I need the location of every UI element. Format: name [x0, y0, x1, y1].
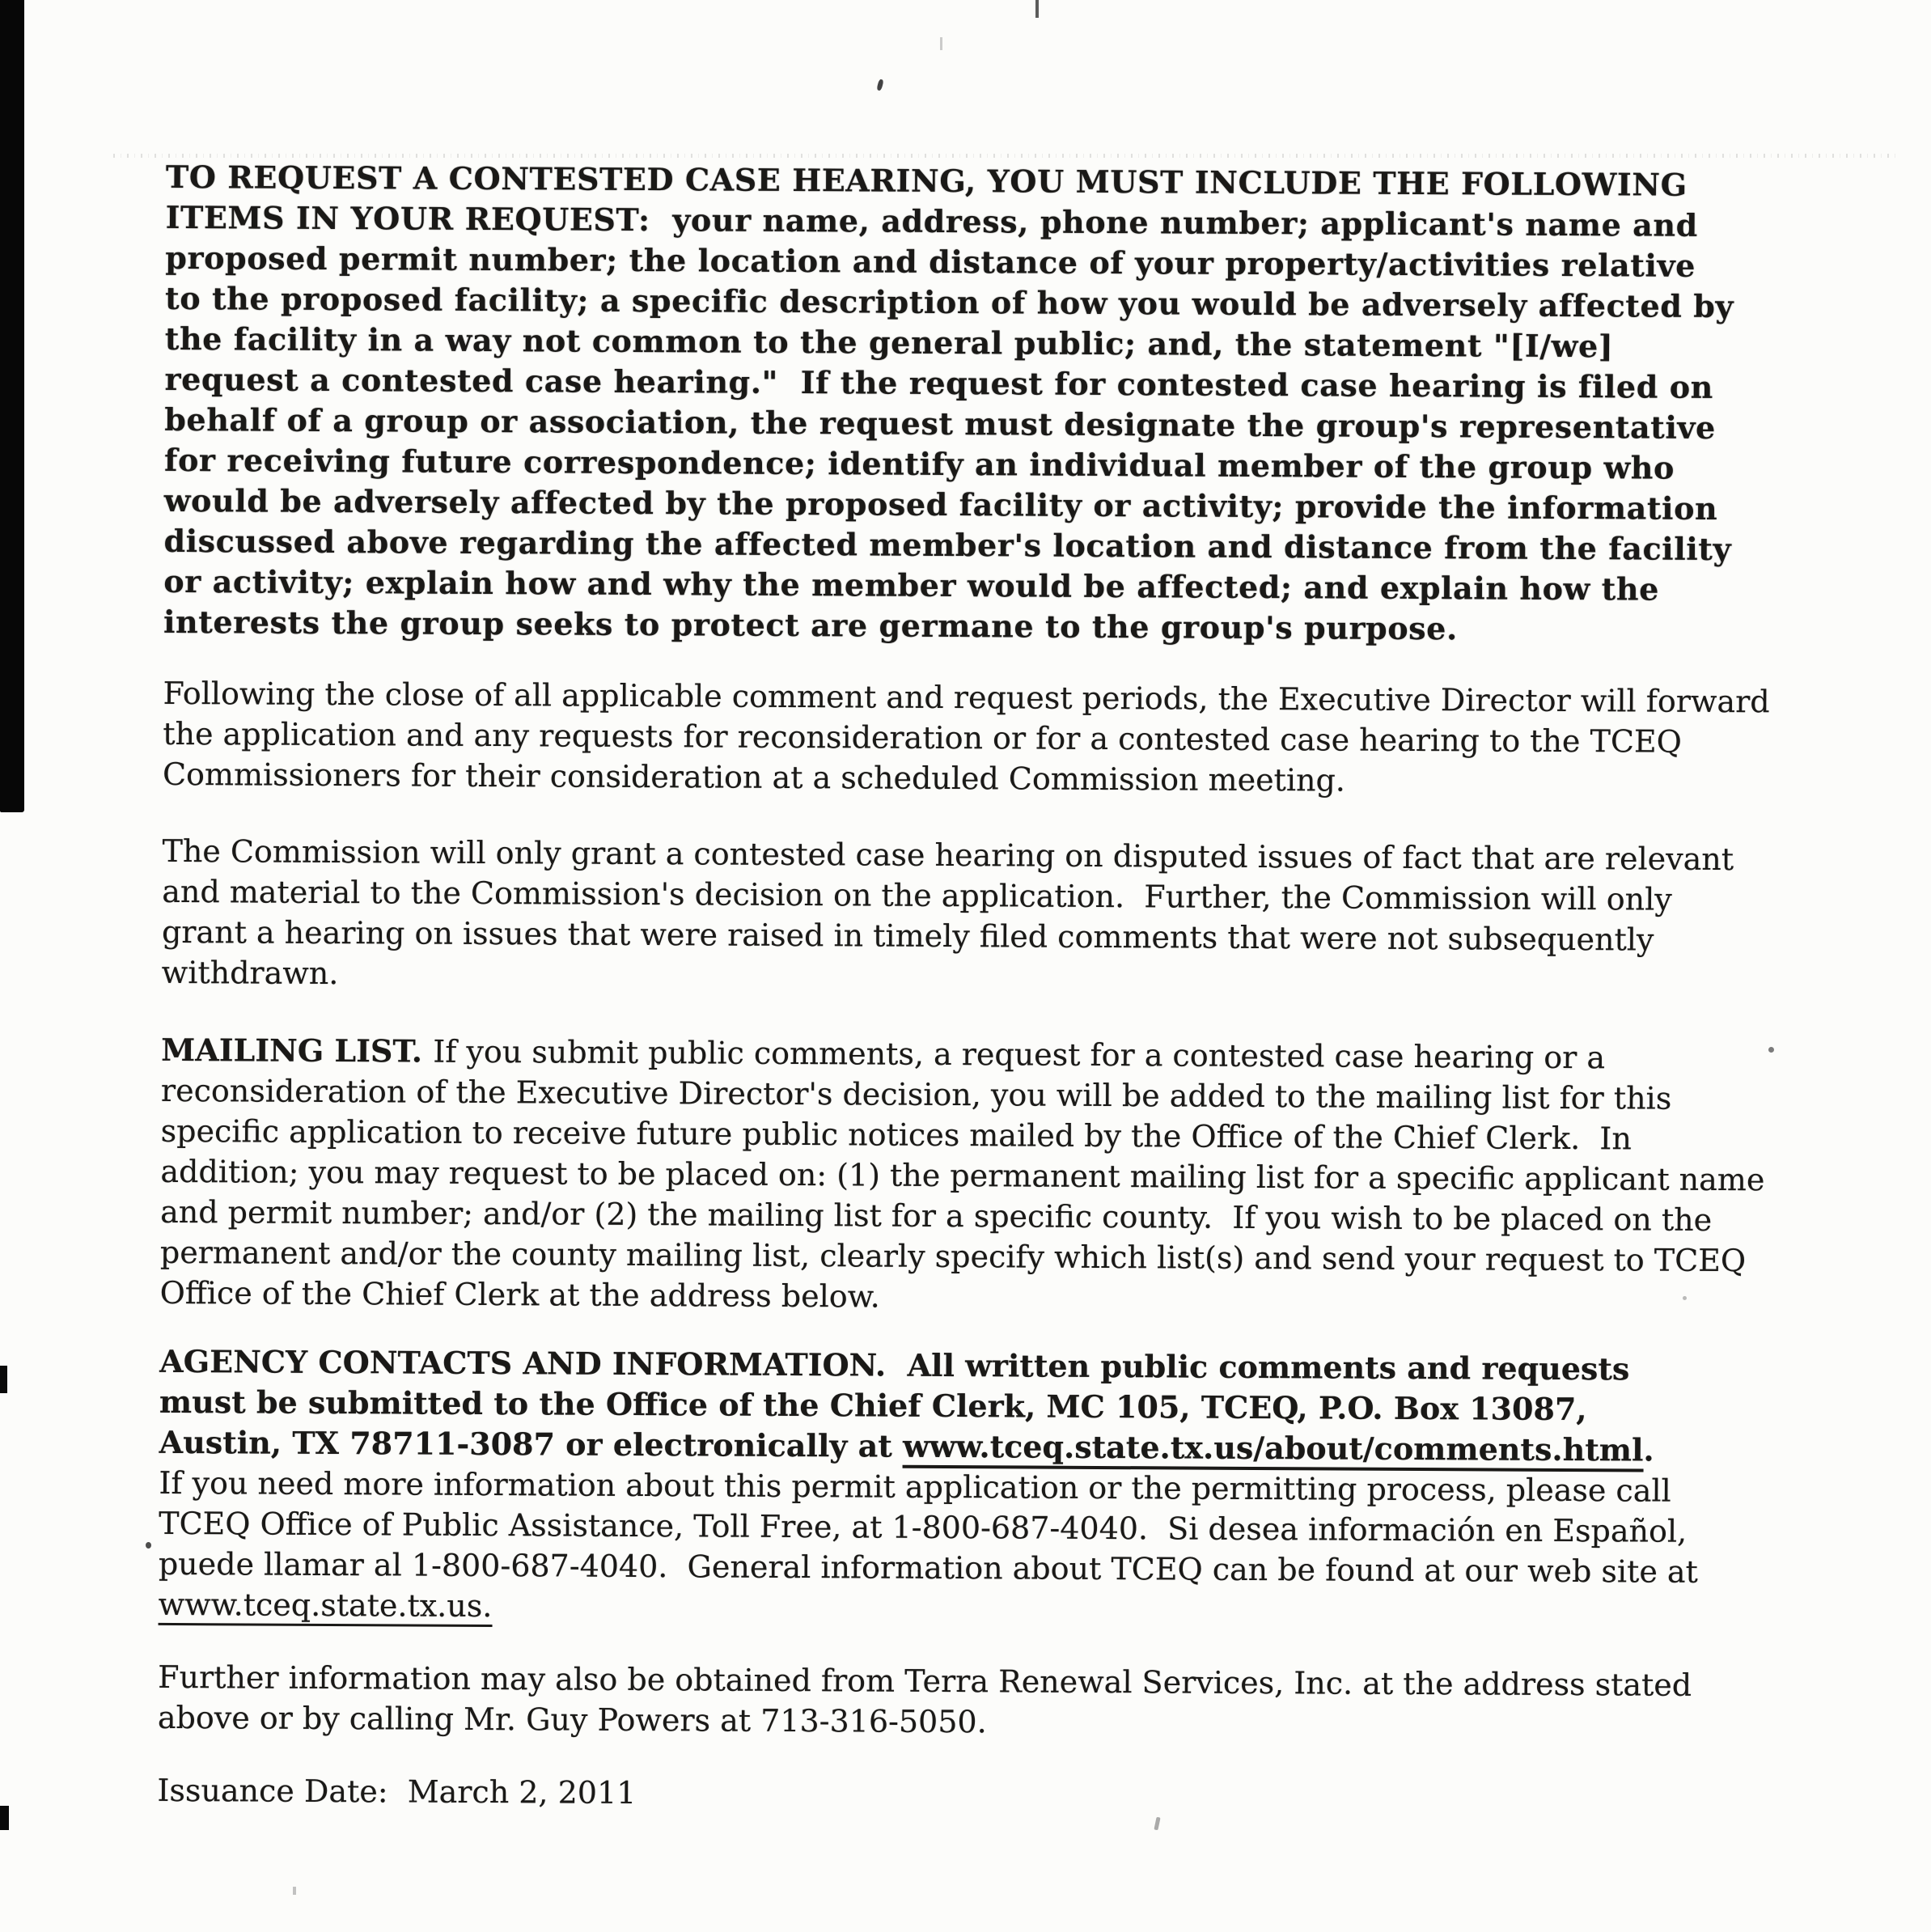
- text-run: proposed permit number; the location and distance of your property/activities relative: [165, 239, 1696, 284]
- text-run: must be submitted to the Office of the Chief Clerk, MC 105, TCEQ, P.O. Box 13087,: [159, 1383, 1587, 1428]
- text-run: Issuance Date: March 2, 2011: [157, 1772, 637, 1811]
- text-run: If you submit public comments, a request for a contested case hearing or a: [433, 1033, 1606, 1076]
- text-run: TO REQUEST A CONTESTED CASE HEARING, YOU MUST INCLUDE THE FOLLOWING: [165, 158, 1688, 203]
- text-run: Commissioners for their consideration at a scheduled Commission meeting.: [162, 756, 1346, 799]
- paragraph-contested-case-hearing-instructions: [163, 157, 1734, 650]
- text-run: addition; you may request to be placed on: (1) the permanent mailing list for a specific applicant name: [160, 1153, 1765, 1198]
- text-run: above or by calling Mr. Guy Powers at 713-316-5050.: [157, 1699, 987, 1740]
- url-text: www.tceq.state.tx.us.: [159, 1587, 493, 1627]
- paragraph-agency-contacts-information: [159, 1341, 1700, 1633]
- text-run: AGENCY CONTACTS AND INFORMATION. All written public comments and requests: [159, 1342, 1630, 1388]
- text-run: .: [1643, 1431, 1654, 1468]
- text-run: permanent and/or the county mailing list, clearly specify which list(s) and send your request to TCEQ: [159, 1234, 1747, 1279]
- text-line: [160, 1273, 1764, 1321]
- text-run: ITEMS IN YOUR REQUEST: your name, address, phone number; applicant's name and: [165, 198, 1698, 244]
- text-run: Austin, TX 78711-3087 or electronically at: [159, 1423, 904, 1464]
- text-run: If you need more information about this permit application or the permitting process, please call: [159, 1464, 1671, 1509]
- text-run: Further information may also be obtained from Terra Renewal Services, Inc. at the address stated: [158, 1659, 1692, 1703]
- text-run: would be adversely affected by the proposed facility or activity; provide the information: [163, 481, 1718, 527]
- text-run: The Commission will only grant a contested case hearing on disputed issues of fact that are relevant: [162, 833, 1734, 878]
- paragraph-mailing-list: [160, 1030, 1766, 1321]
- text-run: Following the close of all applicable comment and request periods, the Executive Director will forward: [163, 675, 1770, 720]
- text-run: the facility in a way not common to the general public; and, the statement "[I/we]: [164, 320, 1614, 365]
- paragraph-executive-director-forwarding: [163, 673, 1770, 803]
- issuance-date-line: [157, 1770, 636, 1813]
- text-run: interests the group seeks to protect are germane to the group's purpose.: [163, 603, 1458, 647]
- text-line: [163, 602, 1732, 650]
- text-run: and material to the Commission's decision on the application. Further, the Commission will only: [162, 873, 1672, 917]
- text-run: puede llamar al 1-800-687-4040. General information about TCEQ can be found at our web site at: [158, 1545, 1699, 1590]
- text-run: specific application to receive future public notices mailed by the Office of the Chief Clerk. In: [160, 1112, 1632, 1157]
- text-line: [159, 1584, 1698, 1633]
- text-run: to the proposed facility; a specific description of how you would be adversely affected by: [165, 279, 1734, 325]
- url-text: www.tceq.state.tx.us/about/comments.html: [903, 1428, 1644, 1472]
- text-run: Office of the Chief Clerk at the address below.: [159, 1274, 880, 1315]
- text-run: reconsideration of the Executive Director's decision, you will be added to the mailing list for this: [160, 1072, 1672, 1116]
- text-run: MAILING LIST.: [161, 1031, 434, 1070]
- text-run: and permit number; and/or (2) the mailing list for a specific county. If you wish to be placed on the: [160, 1193, 1713, 1238]
- text-run: request a contested case hearing." If the request for contested case hearing is filed on: [164, 360, 1714, 405]
- text-line: [162, 952, 1734, 1001]
- text-line: [157, 1770, 636, 1813]
- text-run: for receiving future correspondence; identify an individual member of the group who: [163, 441, 1675, 486]
- paragraph-commission-grant-conditions: [162, 831, 1734, 1001]
- text-run: grant a hearing on issues that were raised in timely filed comments that were not subsequently: [161, 913, 1654, 958]
- text-run: behalf of a group or association, the request must designate the group's representative: [164, 400, 1717, 446]
- text-run: the application and any requests for reconsideration or for a contested case hearing to the TCEQ: [163, 715, 1682, 760]
- text-run: or activity; explain how and why the member would be affected; and explain how the: [163, 562, 1660, 608]
- text-run: withdrawn.: [161, 954, 339, 992]
- paragraph-further-information: [158, 1657, 1692, 1746]
- text-line: [163, 754, 1769, 803]
- text-run: TCEQ Office of Public Assistance, Toll Free, at 1-800-687-4040. Si desea información en Español,: [159, 1505, 1688, 1549]
- text-run: discussed above regarding the affected member's location and distance from the facility: [163, 522, 1732, 568]
- text-line: [162, 912, 1734, 960]
- text-line: [158, 1697, 1692, 1746]
